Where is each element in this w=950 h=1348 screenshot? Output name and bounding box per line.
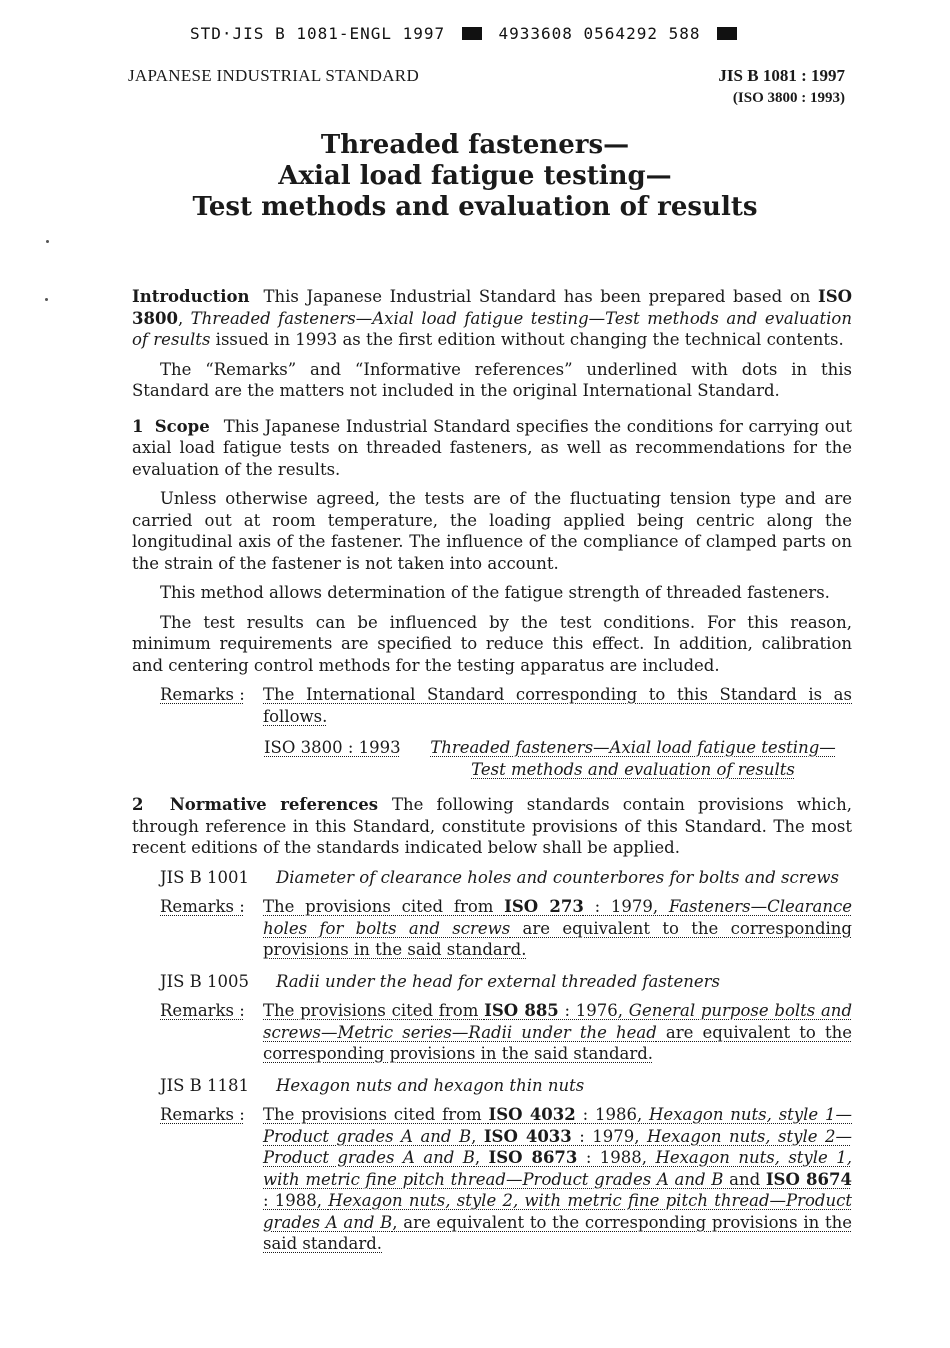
reference-code: JIS B 1001 (160, 867, 250, 887)
scope-paragraph-3: This method allows determination of the fatigue strength of threaded fasteners. (160, 583, 830, 602)
section-number: 2 (132, 795, 144, 814)
remarks-text: The provisions cited from ISO 4032 : 1986, Hexagon nuts, style 1—Product grades A and B, ISO 4033 : 1979, Hexagon nuts, style 2—Product grades A and B, ISO 8673 : 1988, Hexagon nuts, style 1, with metric fine pitch thread—Product grades A and B and ISO 8674 : 1988, Hexagon nuts, style 2, with metric fine pitch thread—Product grades A and B, are equivalent to the corresponding provisions in the said standard. (263, 1105, 852, 1253)
scope-paragraph-1: 1 Scope This Japanese Industrial Standard specifies the conditions for carrying out axial load fatigue tests on threaded fasteners, as well as recommendations for the evaluation of the results. (132, 416, 852, 479)
scan-header (190, 24, 743, 43)
normative-intro: 2 Normative references The following standards contain provisions which, through reference in this Standard, constitute provisions of this Standard. The most recent editions of the standards indicated below shall be applied. (132, 795, 853, 857)
remarks-text: The provisions cited from ISO 273 : 1979, Fasteners—Clearance holes for bolts and screws are equivalent to the corresponding provisions in the said standard. (263, 897, 852, 959)
section-heading-normative: Normative references (169, 795, 379, 814)
reference-item (160, 971, 852, 993)
document-title (0, 130, 950, 223)
scan-block-mark (717, 27, 737, 40)
reference-item (160, 867, 852, 889)
scan-speck (45, 298, 48, 301)
reference-title: Diameter of clearance holes and counterbores for bolts and screws (276, 867, 839, 887)
iso-title: Threaded fasteners—Axial load fatigue testing—Test methods and evaluation of results (430, 738, 836, 779)
iso-title: Threaded fasteners—Axial load fatigue testing—Test methods and evaluation of results (132, 308, 852, 349)
scope-paragraph-2: Unless otherwise agreed, the tests are of the fluctuating tension type and are carried out at room temperature, the loading applied being centric along the longitudinal axis of the fastener. The influence of the compliance of clamped parts on the strain of the fastener is not taken into account. (132, 489, 852, 573)
reference-title: Hexagon nuts and hexagon thin nuts (276, 1075, 585, 1095)
iso-reference: ISO 3800 (132, 287, 852, 328)
intro-note-paragraph: The “Remarks” and “Informative references” underlined with dots in this Standard are the matters not included in the original International Standard. (132, 359, 852, 400)
intro-paragraph: Introduction This Japanese Industrial Standard has been prepared based on ISO 3800, Threaded fasteners—Axial load fatigue testing—Test methods and evaluation of results issued in 1993 as the first edition without changing the technical contents. (132, 287, 852, 349)
remarks-label: Remarks : (160, 897, 245, 916)
remarks-text: The International Standard corresponding to this Standard is as follows. (263, 685, 852, 726)
iso-correspondence (264, 737, 852, 780)
iso-code: ISO 3800 : 1993 (264, 738, 401, 757)
reference-item (160, 1075, 852, 1097)
intro-heading: Introduction (132, 287, 250, 306)
title-line-2: Axial load fatigue testing— (278, 161, 672, 191)
remarks-label: Remarks : (160, 1001, 245, 1020)
standard-number-block (718, 66, 845, 107)
reference-remarks (160, 1104, 852, 1255)
scope-paragraph-4: The test results can be influenced by the test conditions. For this reason, minimum requirements are specified to reduce this effect. In addition, calibration and centering control methods for the testing apparatus are included. (132, 612, 852, 675)
reference-code: JIS B 1181 (160, 1075, 250, 1095)
scan-speck (46, 240, 49, 243)
remarks-label: Remarks : (160, 685, 245, 704)
standard-code: JIS B 1081 : 1997 (718, 66, 845, 85)
reference-remarks (160, 896, 852, 961)
section-heading-scope: Scope (154, 416, 210, 436)
scan-header-code: STD·JIS B 1081-ENGL 1997 (190, 24, 446, 43)
reference-remarks (160, 1000, 852, 1065)
document-body (132, 286, 852, 1265)
reference-code: JIS B 1005 (160, 971, 250, 991)
remarks-text: The provisions cited from ISO 885 : 1976, General purpose bolts and screws—Metric series—Radii under the head are equivalent to the corresponding provisions in the said standard. (263, 1001, 853, 1063)
scope-remarks (160, 684, 852, 727)
scan-block-mark (462, 27, 482, 40)
title-line-1: Threaded fasteners— (320, 130, 630, 160)
remarks-label: Remarks : (160, 1105, 245, 1124)
standard-type: JAPANESE INDUSTRIAL STANDARD (128, 66, 420, 85)
section-number: 1 (132, 416, 144, 436)
iso-equivalent: (ISO 3800 : 1993) (732, 90, 845, 106)
reference-title: Radii under the head for external threaded fasteners (276, 971, 720, 991)
title-line-3: Test methods and evaluation of results (192, 192, 758, 222)
scan-header-number: 4933608 0564292 588 (498, 24, 701, 43)
